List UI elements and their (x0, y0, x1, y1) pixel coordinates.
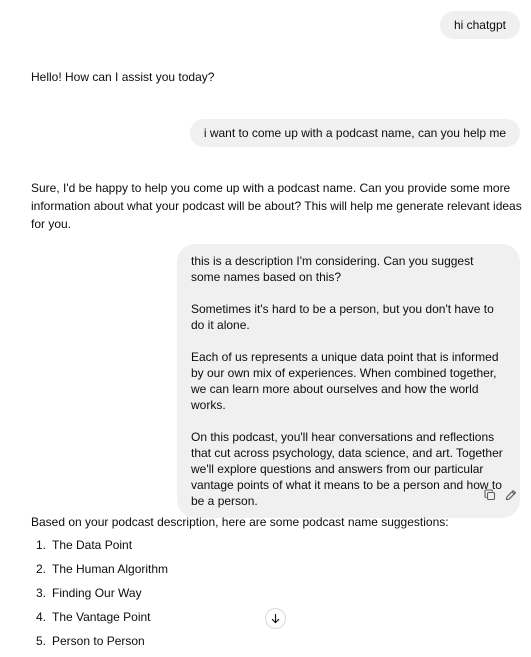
list-item-number: 5. (36, 634, 47, 648)
list-item (36, 633, 168, 657)
user-message-paragraph: On this podcast, you'll hear conversations and reflections that cut across psychology, data science, and art. Together we'll explore questions and answers from our particular vantage points of what it means to be a person and how to be a person. (191, 430, 503, 508)
list-item (36, 585, 168, 609)
list-item-number: 4. (36, 610, 47, 624)
list-item-number: 3. (36, 586, 47, 600)
list-item (36, 609, 168, 633)
list-item-text: Person to Person (52, 634, 145, 648)
assistant-message-text: Based on your podcast description, here are some podcast name suggestions: (31, 515, 449, 529)
list-item-text: The Vantage Point (52, 610, 151, 624)
copy-icon (484, 489, 496, 501)
user-message-text: hi chatgpt (453, 18, 506, 32)
arrow-down-icon (270, 613, 281, 624)
user-message-bubble (190, 119, 520, 147)
list-item-text: The Data Point (52, 538, 133, 552)
list-item (36, 561, 168, 585)
copy-button[interactable] (483, 488, 496, 501)
user-message-bubble (177, 244, 520, 518)
list-item-text: The Human Algorithm (52, 562, 169, 576)
list-item-number: 2. (36, 562, 47, 576)
user-message-bubble (440, 11, 520, 39)
message-actions (483, 488, 517, 501)
edit-button[interactable] (504, 488, 517, 501)
assistant-message-text: Sure, I'd be happy to help you come up with a podcast name. Can you provide some more information about what your podcast will be about? This will help me generate relevant ideas for you. (31, 181, 522, 231)
user-message-paragraph: Each of us represents a unique data point that is informed by our own mix of experiences. When combined together, we can learn more about ourselves and how the world works. (191, 350, 499, 412)
list-item-text: Finding Our Way (52, 586, 142, 600)
user-message-paragraph: Sometimes it's hard to be a person, but you don't have to do it alone. (191, 302, 494, 332)
list-item (36, 537, 168, 561)
pencil-icon (505, 489, 517, 501)
assistant-message-text: Hello! How can I assist you today? (31, 70, 215, 84)
scroll-to-bottom-button[interactable] (265, 608, 286, 629)
podcast-name-list (36, 537, 168, 657)
user-message-paragraph: this is a description I'm considering. Can you suggest some names based on this? (191, 254, 474, 284)
list-item-number: 1. (36, 538, 47, 552)
user-message-text: i want to come up with a podcast name, can you help me (203, 126, 506, 140)
